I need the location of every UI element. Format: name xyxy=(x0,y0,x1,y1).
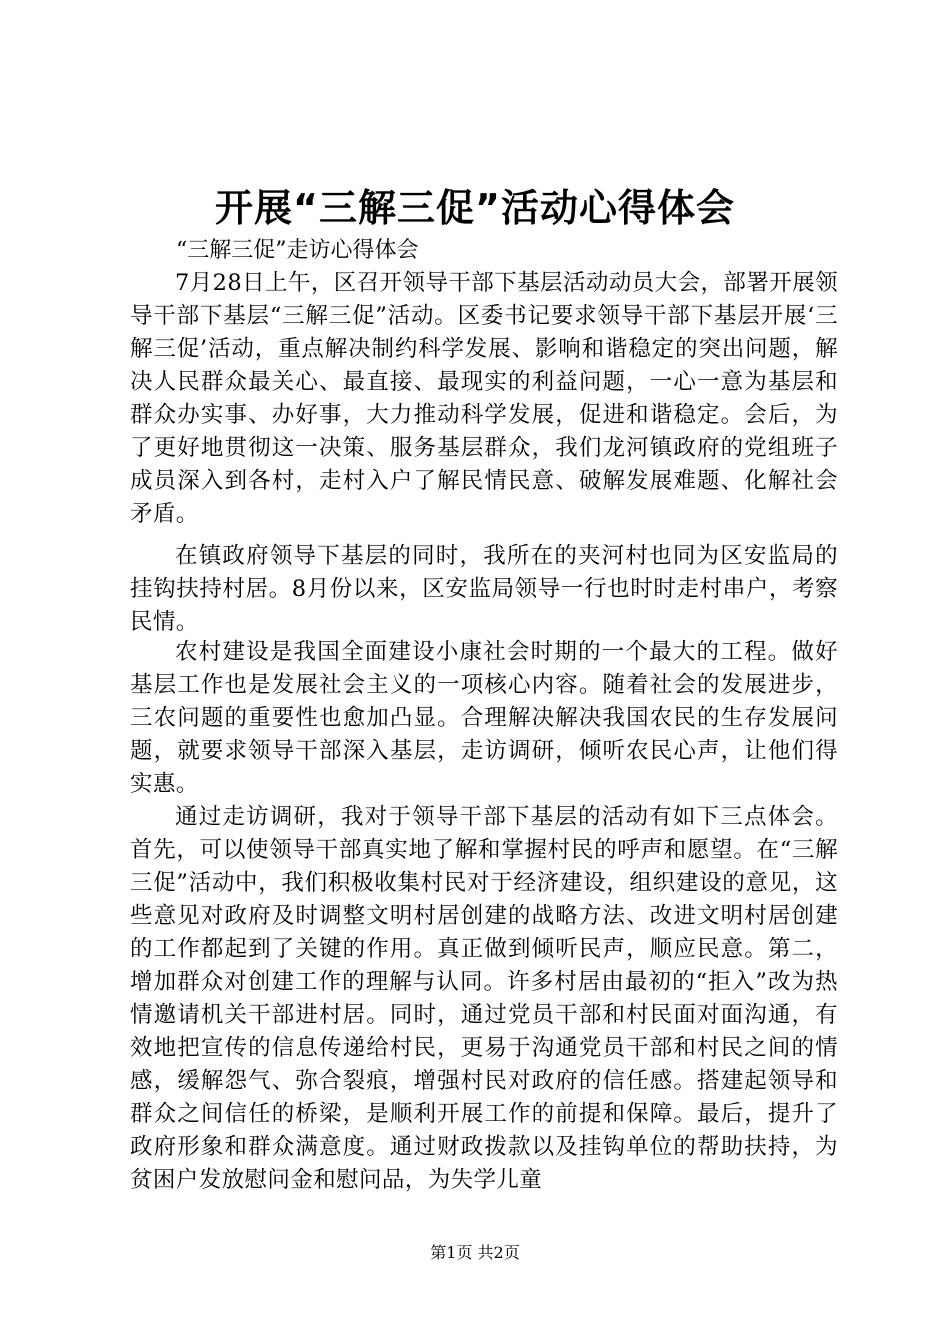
page-indicator: 第1页 共2页 xyxy=(430,1243,520,1262)
paragraph: 农村建设是我国全面建设小康社会时期的一个最大的工程。做好基层工作也是发展社会主义的一项核心内容。随着社会的发展进步，三农问题的重要性也愈加凸显。合理解决解决我国农民的生存发展问题，就要求领导干部深入基层，走访调研，倾听农民心声，让他们得实惠。 xyxy=(130,639,838,797)
paragraph-block xyxy=(130,540,838,639)
paragraph-block xyxy=(130,801,838,1197)
paragraph-block xyxy=(130,267,838,531)
paragraph: 在镇政府领导下基层的同时，我所在的夹河村也同为区安监局的挂钩扶持村居。8月份以来，区安监局领导一行也时时走村串户，考察民情。 xyxy=(130,543,838,635)
paragraph: 7月28日上午，区召开领导干部下基层活动动员大会，部署开展领导干部下基层“三解三促”活动。区委书记要求领导干部下基层开展‘三解三促’活动，重点解决制约科学发展、影响和谐稳定的突出问题，解决人民群众最关心、最直接、最现实的利益问题，一心一意为基层和群众办实事、办好事，大力推动科学发展，促进和谐稳定。会后，为了更好地贯彻这一决策、服务基层群众，我们龙河镇政府的党组班子成员深入到各村，走村入户了解民情民意、破解发展难题、化解社会矛盾。 xyxy=(130,270,838,527)
document-title: 开展“三解三促”活动心得体会 xyxy=(215,186,735,230)
paragraph: 通过走访调研，我对于领导干部下基层的活动有如下三点体会。首先，可以使领导干部真实地了解和掌握村民的呼声和愿望。在“三解三促”活动中，我们积极收集村民对于经济建设，组织建设的意见，这些意见对政府及时调整文明村居创建的战略方法、改进文明村居创建的工作都起到了关键的作用。真正做到倾听民声，顺应民意。第二，增加群众对创建工作的理解与认同。许多村居由最初的“拒入”改为热情邀请机关干部进村居。同时，通过党员干部和村民面对面沟通，有效地把宣传的信息传递给村民，更易于沟通党员干部和村民之间的情感，缓解怨气、弥合裂痕，增强村民对政府的信任感。搭建起领导和群众之间信任的桥梁，是顺利开展工作的前提和保障。最后，提升了政府形象和群众满意度。通过财政拨款以及挂钩单位的帮助扶持，为贫困户发放慰问金和慰问品，为失学儿童 xyxy=(130,804,838,1193)
paragraph-block xyxy=(130,636,838,801)
document-subtitle: “三解三促”走访心得体会 xyxy=(176,238,419,263)
